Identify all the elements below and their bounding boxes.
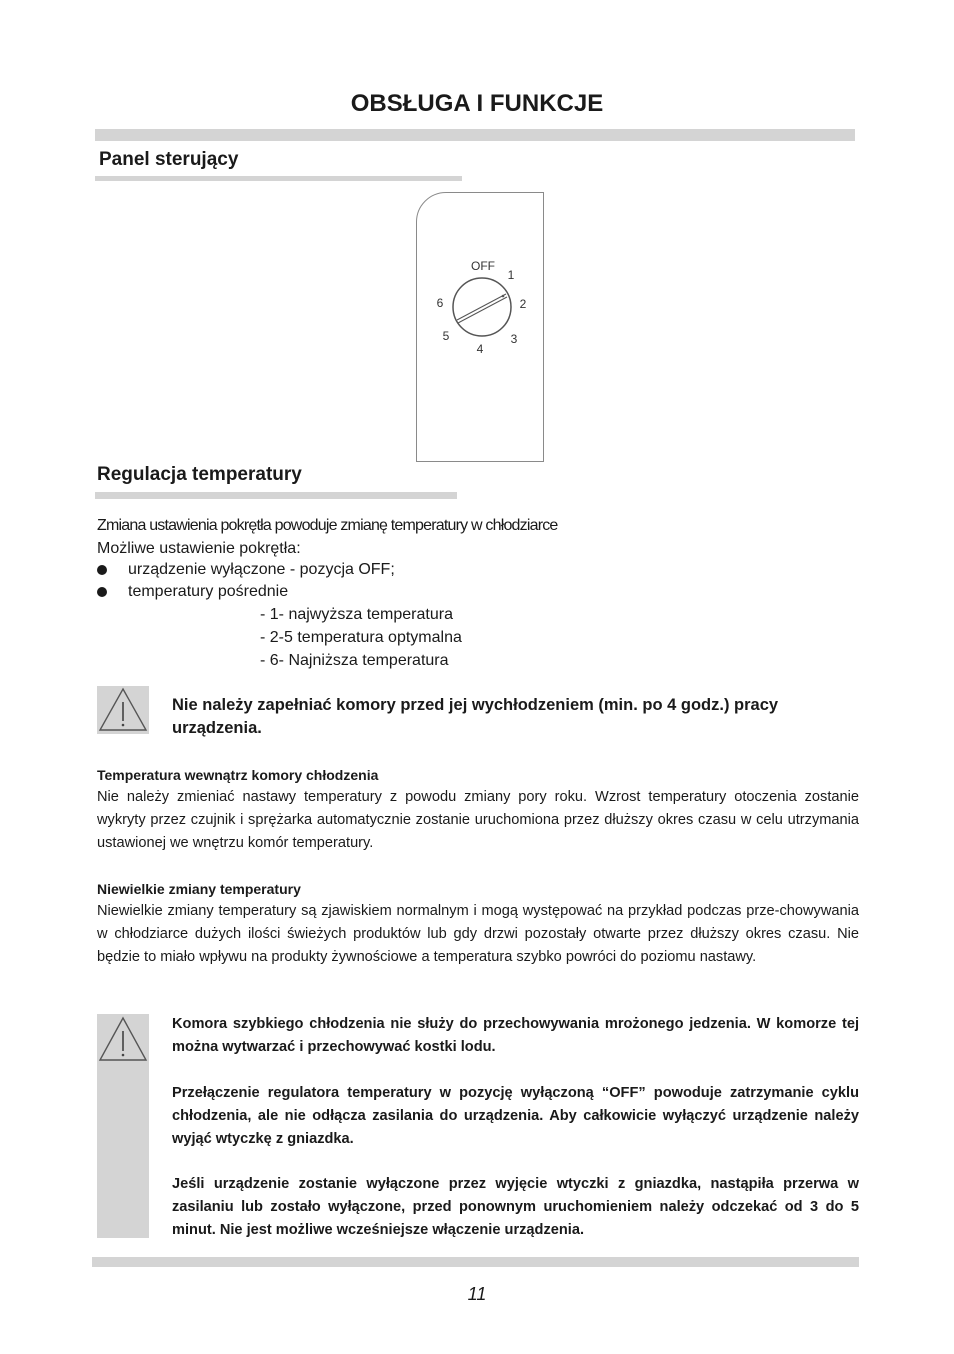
intro-line-2: Możliwe ustawienie pokrętła: bbox=[97, 540, 301, 557]
page-number: 11 bbox=[467, 1284, 487, 1304]
sub-item-highest: - 1- najwyższa temperatura bbox=[260, 606, 453, 623]
sub-item-lowest: - 6- Najniższa temperatura bbox=[260, 652, 449, 669]
warning-triangle-icon bbox=[97, 686, 149, 734]
bullet-icon bbox=[97, 587, 107, 597]
dial-label-3: 3 bbox=[510, 332, 518, 346]
panel-heading: Panel sterujący bbox=[99, 149, 239, 170]
regulation-heading: Regulacja temperatury bbox=[97, 464, 302, 485]
intro-line-1: Zmiana ustawienia pokrętła powoduje zmianę temperatury w chłodziarce bbox=[97, 517, 558, 534]
warning-2-paragraph-1: Komora szybkiego chłodzenia nie służy do przechowywania mrożonego jedzenia. W komorze tej można wytwarzać i przechowywać kostki lodu. bbox=[172, 1016, 859, 1055]
warning-box-2 bbox=[97, 1014, 149, 1238]
small-changes-text: Niewielkie zmiany temperatury są zjawiskiem normalnym i mogą występować na przykład podczas prze-chowywania w chłodziarce dużych ilości świeżych produktów lub gdy drzwi pozostały otwarte przez dłuższy okres czasu. Nie będzie to miało wpływu na produkty żywnościowe a temperatura szybko powróci do poziomu nastawy. bbox=[97, 903, 859, 965]
internal-temp-text: Nie należy zmieniać nastawy temperatury z powodu zmiany pory roku. Wzrost temperatury otoczenia zostanie wykryty przez czujnik i sprężarka automatycznie zostanie uruchomiona przez dłuższy okres czasu w celu utrzymania ustawionej we wnętrzu komór temperatury. bbox=[97, 789, 859, 851]
small-changes-heading: Niewielkie zmiany temperatury bbox=[97, 881, 301, 897]
warning-1-text: Nie należy zapełniać komory przed jej wychłodzeniem (min. po 4 godz.) pracy urządzenia. bbox=[172, 696, 779, 737]
warning-2-paragraph-3: Jeśli urządzenie zostanie wyłączone przez wyjęcie wtyczki z gniazdka, nastąpiła przerwa w zasilaniu lub zostało wyłączone, przed ponownym uruchomieniem należy odczekać od 3 do 5 minut. Nie jest możliwe wcześniejsze włączenie urządzenia. bbox=[172, 1176, 859, 1238]
bullet-icon bbox=[97, 565, 107, 575]
bullet-text: temperatury pośrednie bbox=[128, 583, 289, 600]
control-panel-illustration bbox=[416, 192, 544, 462]
internal-temp-heading: Temperatura wewnątrz komory chłodzenia bbox=[97, 767, 379, 783]
dial-label-6: 6 bbox=[436, 296, 444, 310]
warning-2-paragraph-2: Przełączenie regulatora temperatury w pozycję wyłączoną “OFF” powoduje zatrzymanie cyklu chłodzenia, ale nie odłącza zasilania do urządzenia. Aby całkowicie wyłączyć urządzenie należy wyjąć wtyczkę z gniazdka. bbox=[172, 1085, 859, 1147]
title-divider bbox=[95, 129, 855, 141]
bullet-text: urządzenie wyłączone - pozycja OFF; bbox=[128, 561, 395, 578]
panel-heading-underline bbox=[95, 176, 462, 181]
dial-label-4: 4 bbox=[476, 342, 484, 356]
dial-label-1: 1 bbox=[507, 268, 515, 282]
page-title: OBSŁUGA I FUNKCJE bbox=[350, 90, 604, 117]
warning-triangle-icon bbox=[97, 1014, 149, 1066]
dial-label-2: 2 bbox=[519, 297, 527, 311]
sub-item-optimal: - 2-5 temperatura optymalna bbox=[260, 629, 462, 646]
footer-divider bbox=[92, 1257, 859, 1267]
warning-box-1 bbox=[97, 686, 149, 734]
dial-label-off: OFF bbox=[471, 259, 495, 273]
regulation-intro bbox=[97, 514, 877, 560]
thermostat-dial bbox=[453, 278, 511, 336]
regulation-heading-underline bbox=[95, 492, 457, 499]
dial-label-5: 5 bbox=[442, 329, 450, 343]
